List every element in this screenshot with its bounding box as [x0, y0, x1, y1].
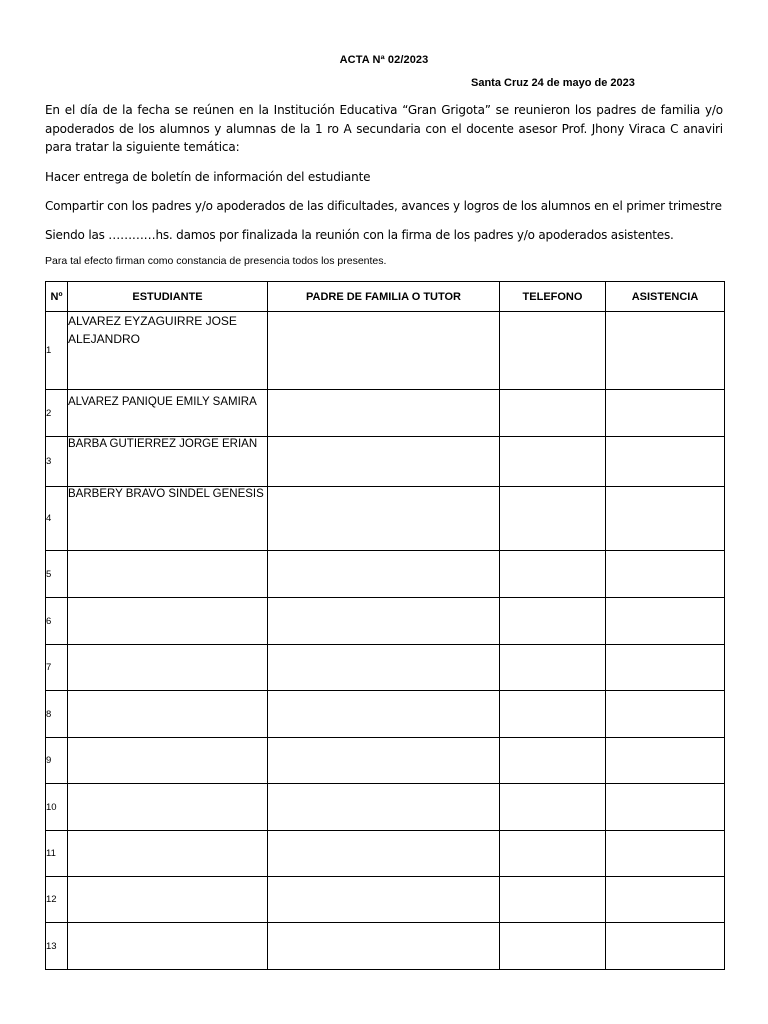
row-number: 13	[46, 923, 68, 970]
attendance-cell[interactable]	[606, 877, 725, 923]
attendance-cell[interactable]	[606, 437, 725, 487]
parent-cell[interactable]	[268, 738, 500, 784]
phone-cell[interactable]	[500, 551, 606, 598]
student-name	[68, 598, 268, 645]
student-name: BARBERY BRAVO SINDEL GENESIS	[68, 487, 268, 551]
attendance-cell[interactable]	[606, 831, 725, 877]
attendance-cell[interactable]	[606, 551, 725, 598]
row-number: 8	[46, 691, 68, 738]
table-row	[46, 645, 725, 691]
attendance-cell[interactable]	[606, 598, 725, 645]
row-number: 1	[46, 312, 68, 390]
row-number: 10	[46, 784, 68, 831]
header-number: Nº	[46, 282, 68, 312]
attendance-cell[interactable]	[606, 645, 725, 691]
attendance-table	[45, 281, 725, 970]
table-row	[46, 598, 725, 645]
row-number: 2	[46, 390, 68, 437]
table-row	[46, 691, 725, 738]
phone-cell[interactable]	[500, 598, 606, 645]
attendance-cell[interactable]	[606, 784, 725, 831]
table-row	[46, 738, 725, 784]
row-number: 3	[46, 437, 68, 487]
table-row	[46, 437, 725, 487]
student-name	[68, 877, 268, 923]
phone-cell[interactable]	[500, 784, 606, 831]
table-row	[46, 831, 725, 877]
parent-cell[interactable]	[268, 784, 500, 831]
parent-cell[interactable]	[268, 645, 500, 691]
row-number: 11	[46, 831, 68, 877]
signature-note: Para tal efecto firman como constancia de presencia todos los presentes.	[45, 255, 387, 267]
parent-cell[interactable]	[268, 551, 500, 598]
parent-cell[interactable]	[268, 598, 500, 645]
document-date: Santa Cruz 24 de mayo de 2023	[471, 77, 635, 89]
table-row	[46, 487, 725, 551]
student-name	[68, 738, 268, 784]
student-name	[68, 831, 268, 877]
phone-cell[interactable]	[500, 312, 606, 390]
phone-cell[interactable]	[500, 691, 606, 738]
intro-paragraph: En el día de la fecha se reúnen en la Institución Educativa “Gran Grigota” se reunieron los padres de familia y/o apoderados de los alumnos y alumnas de la 1 ro A secundaria con el docente asesor Prof. Jhony Viraca C anaviri para tratar la siguiente temática:	[45, 103, 723, 154]
student-name	[68, 551, 268, 598]
attendance-cell[interactable]	[606, 312, 725, 390]
parent-cell[interactable]	[268, 487, 500, 551]
parent-cell[interactable]	[268, 691, 500, 738]
header-attendance: ASISTENCIA	[606, 282, 725, 312]
table-row	[46, 877, 725, 923]
closing-paragraph: Siendo las …………hs. damos por finalizada la reunión con la firma de los padres y/o apoderados asistentes.	[45, 228, 674, 242]
student-name: ALVAREZ EYZAGUIRRE JOSE ALEJANDRO	[68, 312, 268, 390]
attendance-cell[interactable]	[606, 738, 725, 784]
row-number: 4	[46, 487, 68, 551]
document-title: ACTA Nª 02/2023	[339, 54, 429, 66]
header-phone: TELEFONO	[500, 282, 606, 312]
parent-cell[interactable]	[268, 831, 500, 877]
parent-cell[interactable]	[268, 877, 500, 923]
table-row	[46, 923, 725, 970]
student-name	[68, 645, 268, 691]
table-row	[46, 551, 725, 598]
row-number: 12	[46, 877, 68, 923]
student-name	[68, 784, 268, 831]
table-header-row	[46, 282, 725, 312]
parent-cell[interactable]	[268, 923, 500, 970]
table-row	[46, 312, 725, 390]
agenda-item-2: Compartir con los padres y/o apoderados de las dificultades, avances y logros de los alumnos en el primer trimestre	[45, 199, 722, 213]
student-name: ALVAREZ PANIQUE EMILY SAMIRA	[68, 390, 268, 437]
attendance-cell[interactable]	[606, 487, 725, 551]
phone-cell[interactable]	[500, 831, 606, 877]
row-number: 7	[46, 645, 68, 691]
table-row	[46, 390, 725, 437]
phone-cell[interactable]	[500, 487, 606, 551]
parent-cell[interactable]	[268, 390, 500, 437]
parent-cell[interactable]	[268, 437, 500, 487]
phone-cell[interactable]	[500, 645, 606, 691]
row-number: 6	[46, 598, 68, 645]
student-name	[68, 691, 268, 738]
agenda-item-1: Hacer entrega de boletín de información del estudiante	[45, 170, 371, 184]
phone-cell[interactable]	[500, 437, 606, 487]
row-number: 9	[46, 738, 68, 784]
header-parent: PADRE DE FAMILIA O TUTOR	[268, 282, 500, 312]
phone-cell[interactable]	[500, 877, 606, 923]
attendance-cell[interactable]	[606, 923, 725, 970]
table-row	[46, 784, 725, 831]
phone-cell[interactable]	[500, 923, 606, 970]
phone-cell[interactable]	[500, 738, 606, 784]
header-student: ESTUDIANTE	[68, 282, 268, 312]
attendance-cell[interactable]	[606, 390, 725, 437]
attendance-cell[interactable]	[606, 691, 725, 738]
parent-cell[interactable]	[268, 312, 500, 390]
phone-cell[interactable]	[500, 390, 606, 437]
row-number: 5	[46, 551, 68, 598]
student-name	[68, 923, 268, 970]
student-name: BARBA GUTIERREZ JORGE ERIAN	[68, 437, 268, 487]
